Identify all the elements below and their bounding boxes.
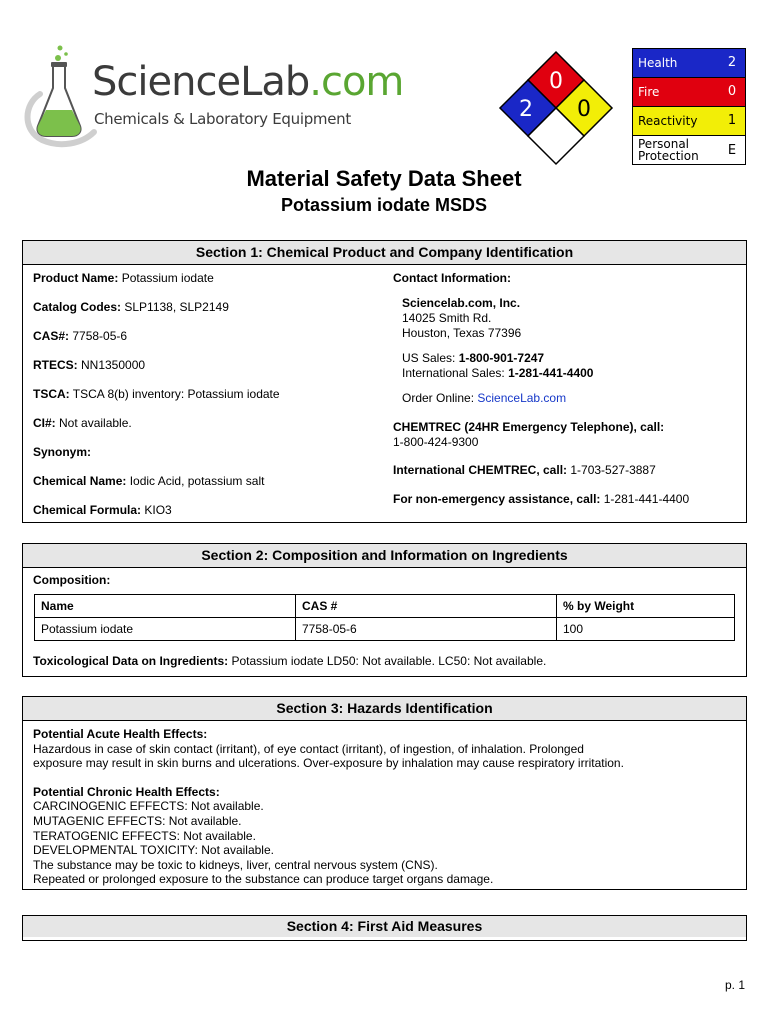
section-1-heading: Section 1: Chemical Product and Company Identification [23, 241, 746, 265]
logo-wordmark: ScienceLab.com [92, 59, 404, 105]
acute-effects-label: Potential Acute Health Effects: [33, 727, 208, 741]
page-number: p. 1 [724, 978, 745, 992]
field-tsca: TSCA: TSCA 8(b) inventory: Potassium iodate [33, 387, 280, 401]
hmis-reactivity-row: Reactivity 1 [633, 107, 745, 136]
composition-label: Composition: [33, 573, 111, 587]
chronic-line: Repeated or prolonged exposure to the substance can produce target organs damage. [33, 872, 494, 887]
section-4-heading: Section 4: First Aid Measures [23, 916, 746, 937]
sciencelab-logo [20, 44, 404, 154]
product-identification [33, 271, 383, 532]
company-address: Sciencelab.com, Inc. 14025 Smith Rd. Houston, Texas 77396 US Sales: 1-800-901-7247 International Sales: 1-281-441-4400 Order Online: ScienceLab.com [393, 296, 743, 406]
section-4 [22, 915, 747, 941]
flask-icon [20, 44, 100, 154]
hmis-ppe-label: Personal Protection [638, 137, 699, 163]
chemtrec-label: CHEMTREC (24HR Emergency Telephone), call: [393, 420, 665, 434]
field-cas: CAS#: 7758-05-6 [33, 329, 128, 343]
chronic-line: TERATOGENIC EFFECTS: Not available. [33, 828, 256, 843]
non-emergency-assistance: For non-emergency assistance, call: 1-281-441-4400 [393, 492, 690, 506]
field-chemical-name: Chemical Name: Iodic Acid, potassium salt [33, 474, 265, 488]
document-subtitle: Potassium iodate MSDS [280, 195, 488, 215]
toxicological-data: Toxicological Data on Ingredients: Potassium iodate LD50: Not available. LC50: Not available. [33, 654, 547, 668]
hmis-health-row: Health 2 [633, 49, 745, 78]
section-3 [22, 696, 747, 890]
contact-information [393, 271, 743, 507]
sciencelab-link[interactable]: ScienceLab.com [477, 391, 567, 405]
field-chemical-formula: Chemical Formula: KIO3 [33, 503, 172, 517]
nfpa-health: 2 [519, 97, 533, 122]
acute-line: exposure may result in skin burns and ulcerations. Over-exposure by inhalation may cause respiratory irritation. [33, 756, 624, 771]
hmis-label [632, 48, 746, 165]
contact-heading: Contact Information: [393, 271, 511, 285]
logo-tagline: Chemicals & Laboratory Equipment [94, 110, 351, 128]
international-sales: International Sales: 1-281-441-4400 [402, 366, 594, 380]
field-product-name: Product Name: Potassium iodate [33, 271, 214, 285]
document-title: Material Safety Data Sheet [246, 166, 522, 191]
field-synonym: Synonym: [33, 445, 92, 459]
chronic-line: DEVELOPMENTAL TOXICITY: Not available. [33, 843, 274, 858]
chronic-line: The substance may be toxic to kidneys, liver, central nervous system (CNS). [33, 857, 438, 872]
table-header-row: Name CAS # % by Weight [35, 595, 735, 618]
hmis-ppe-row: Personal Protection E [633, 136, 745, 164]
chemtrec-phone: 1-800-424-9300 [393, 435, 479, 449]
nfpa-flammability: 0 [549, 69, 563, 94]
field-ci: CI#: Not available. [33, 416, 132, 430]
section-2 [22, 543, 747, 677]
field-rtecs: RTECS: NN1350000 [33, 358, 146, 372]
hmis-fire-row: Fire 0 [633, 78, 745, 107]
order-online: Order Online: ScienceLab.com [402, 391, 567, 405]
section-3-heading: Section 3: Hazards Identification [23, 697, 746, 721]
chronic-line: CARCINOGENIC EFFECTS: Not available. [33, 799, 264, 814]
nfpa-reactivity: 0 [577, 97, 591, 122]
nfpa-diamond [498, 50, 614, 166]
acute-line: Hazardous in case of skin contact (irritant), of eye contact (irritant), of ingestion, of inhalation. Prolonged [33, 741, 584, 756]
hazards-body [33, 727, 738, 887]
international-chemtrec: International CHEMTREC, call: 1-703-527-3887 [393, 463, 656, 477]
section-1 [22, 240, 747, 523]
ingredients-table [34, 594, 735, 641]
chronic-effects-label: Potential Chronic Health Effects: [33, 784, 220, 799]
table-row: Potassium iodate 7758-05-6 100 [35, 618, 735, 641]
us-sales: US Sales: 1-800-901-7247 [402, 351, 545, 365]
chronic-line: MUTAGENIC EFFECTS: Not available. [33, 813, 242, 828]
field-catalog-codes: Catalog Codes: SLP1138, SLP2149 [33, 300, 229, 314]
section-2-heading: Section 2: Composition and Information on Ingredients [23, 544, 746, 568]
